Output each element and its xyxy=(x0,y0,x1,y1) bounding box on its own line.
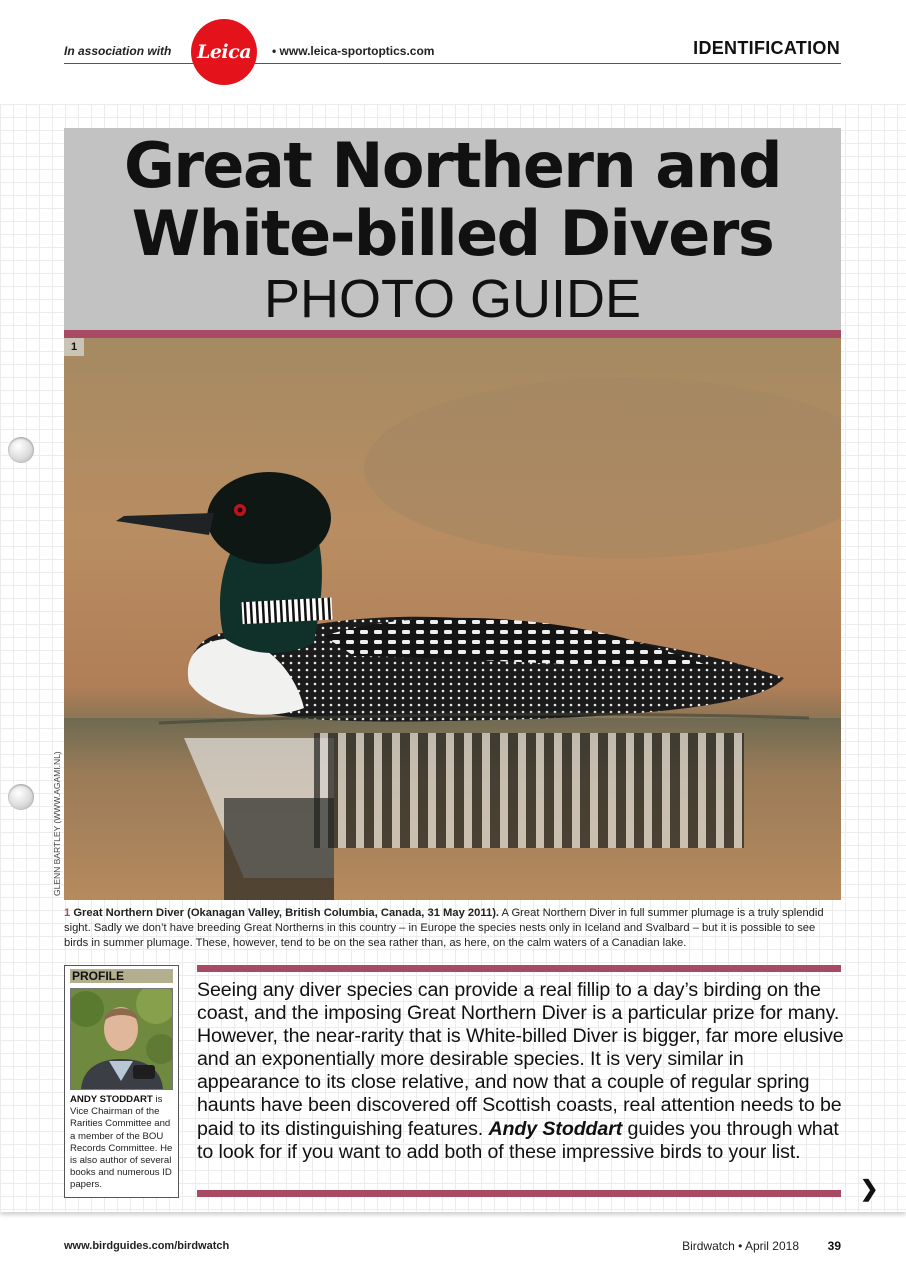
title-block xyxy=(64,128,841,330)
profile-bio xyxy=(70,1094,176,1192)
diver-illustration xyxy=(64,338,841,900)
great-northern-diver-photo xyxy=(64,338,841,900)
punch-hole-icon xyxy=(8,784,34,810)
section-label: IDENTIFICATION xyxy=(693,38,840,58)
header-divider xyxy=(64,63,841,64)
photo-caption xyxy=(64,906,841,951)
caption-heading: Great Northern Diver (Okanagan Valley, British Columbia, Canada, 31 May 2011). xyxy=(73,907,500,919)
punch-hole-icon xyxy=(8,437,34,463)
intro-author: Andy Stoddart xyxy=(488,1117,623,1140)
author-photo xyxy=(70,988,173,1090)
article-title-line-2: White-billed Divers xyxy=(131,197,774,270)
footer-page-number: 39 xyxy=(827,1239,841,1253)
article-title-line-1: Great Northern and xyxy=(123,129,782,202)
photo-credit: GLENN BARTLEY (WWW.AGAMI.NL) xyxy=(52,751,62,896)
page-header xyxy=(0,0,906,104)
next-page-arrow-icon[interactable]: ❯ xyxy=(860,1176,879,1201)
photo-number-badge: 1 xyxy=(64,338,84,356)
article-intro xyxy=(197,979,845,1164)
intro-text: Seeing any diver species can provide a real fillip to a day’s birding on the coast, and the imposing Great Northern Diver is a particular prize for many. However, the near-rarity that is White-billed Diver is bigger, far more elusive and an exponentially more desirable species. It is very similar in appearance to its close relative, and now that a couple of regular spring haunts have been discovered off Scottish coasts, real attention needs to be paid to its distinguishing features. xyxy=(197,979,844,1140)
footer-magazine-issue: Birdwatch • April 2018 xyxy=(682,1239,799,1253)
leica-logo[interactable] xyxy=(191,19,257,85)
intro-bottom-bar xyxy=(197,1190,841,1197)
sponsor-website-link[interactable]: • www.leica-sportoptics.com xyxy=(272,44,435,58)
profile-name: ANDY STODDART xyxy=(70,1094,153,1105)
intro-text-end: guides you through what to look for if you want to add both of these impressive birds to your list. xyxy=(197,1117,839,1163)
article-subtitle: PHOTO GUIDE xyxy=(263,269,642,329)
author-portrait-image xyxy=(71,989,172,1089)
profile-bio-text: is Vice Chairman of the Rarities Committee and a member of the BOU Records Committee. He is also author of several books and numerous ID papers. xyxy=(70,1094,173,1191)
caption-body: A Great Northern Diver in full summer plumage is a truly splendid sight. Sadly we don’t have breeding Great Northerns in this country – in Europe the species nests only in Iceland and Svalbard – but it is possible to see birds in summer plumage. These, however, tend to be on the sea rather than, as here, on the calm waters of a Canadian lake. xyxy=(64,907,824,949)
title-accent-bar xyxy=(64,330,841,338)
intro-top-bar xyxy=(197,965,841,972)
author-profile-box xyxy=(64,965,179,1198)
leica-logo-text: Leica xyxy=(196,41,252,63)
association-text: In association with xyxy=(64,44,172,58)
caption-number: 1 xyxy=(64,907,71,919)
profile-label: PROFILE xyxy=(70,969,173,983)
footer-website-link[interactable]: www.birdguides.com/birdwatch xyxy=(64,1240,230,1252)
